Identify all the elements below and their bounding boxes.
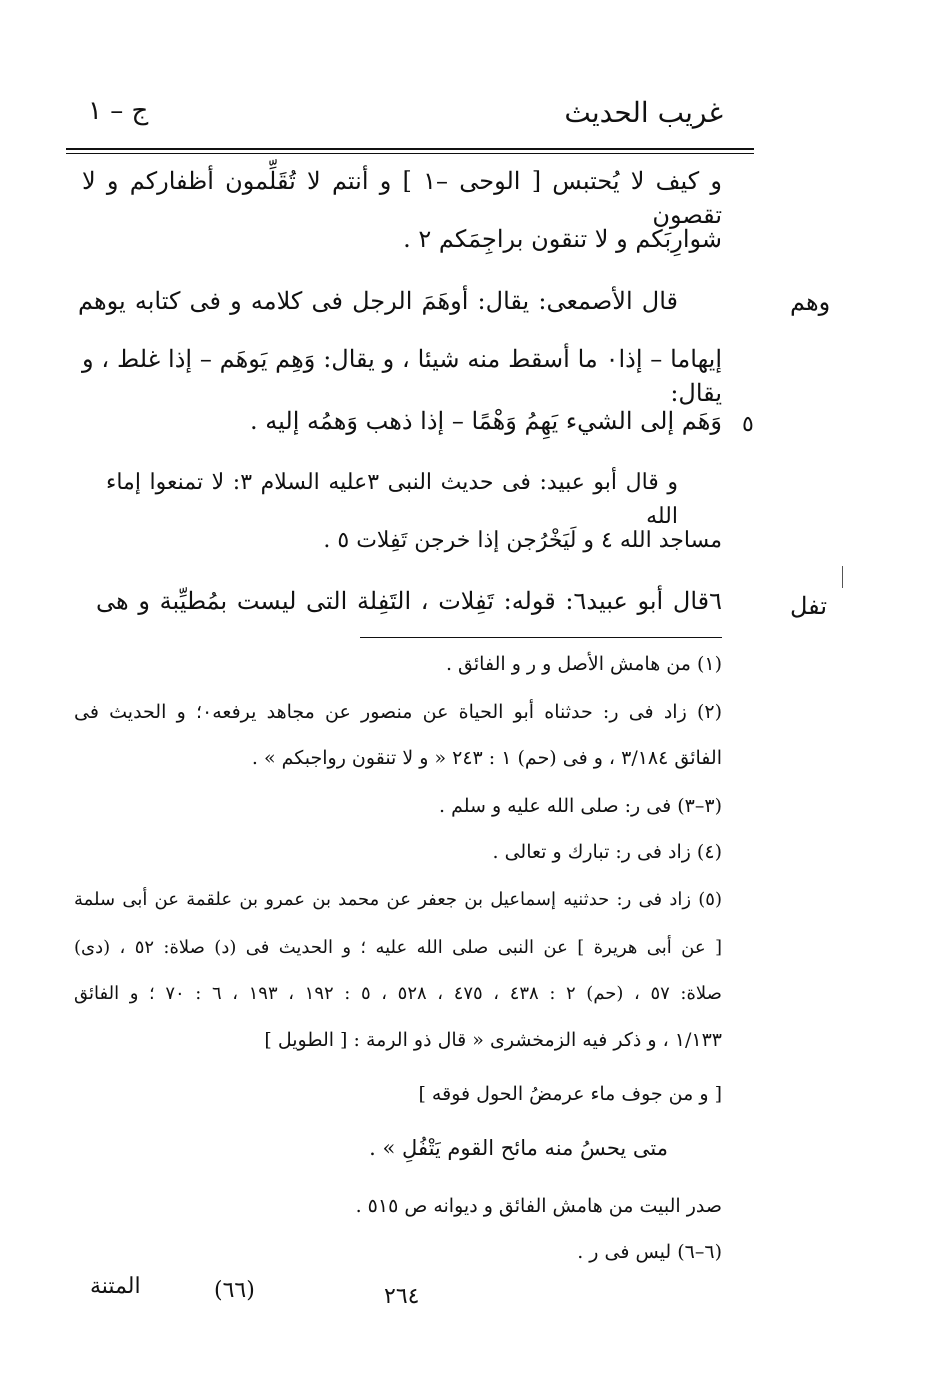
body-line: و كيف لا يُحتبس [ الوحى –١ ] و أنتم لا تُقَلِّمون أظفاركم و لا تقصون	[82, 167, 722, 229]
running-title: غريب الحديث	[564, 96, 723, 129]
margin-heading-tafl: تفل	[790, 592, 827, 620]
footnote-line: (٣–٣) فى ر: صلى الله عليه و سلم .	[438, 795, 722, 817]
body-line: شوارِبَكم و لا تنقون براجِمَكم ٢ .	[403, 225, 722, 253]
line-number-marker: ٥	[742, 412, 754, 437]
body-line: وَهَم إلى الشيء يَهِمُ وَهْمًا – إذا ذهب وَهمُه إليه .	[250, 407, 722, 435]
footnote-line: (٥) زاد فى ر: حدثنيه إسماعيل بن جعفر عن محمد بن عمرو بن علقمة عن أبى سلمة	[74, 889, 722, 910]
body-line: قال الأصمعى: يقال: أوهَمَ الرجل فى كلامه و فى كتابه يوهم	[78, 287, 678, 315]
footnote-line: (٦–٦) ليس فى ر .	[577, 1241, 722, 1263]
footnote-line: [ عن أبى هريرة ] عن النبى صلى الله عليه ؛ و الحديث فى (د) صلاة: ٥٢ ، (دى)	[74, 937, 722, 958]
body-line: مساجد الله ٤ و لَيَخْرُجن إذا خرجن تَفِلات ٥ .	[323, 528, 722, 553]
margin-mark	[842, 566, 843, 588]
footnote-line: صدر البيت من هامش الفائق و ديوانه ص ٥١٥ .	[355, 1195, 722, 1217]
body-line: و قال أبو عبيد: فى حديث النبى ٣عليه السلام ٣: لا تمنعوا إماء الله	[106, 470, 678, 529]
footnote-rule	[360, 637, 722, 638]
header-rule-thin	[66, 153, 754, 154]
verse-line: متى يحسُ منه مائح القوم يَتْفُلِ » .	[369, 1136, 668, 1160]
footnote-line: صلاة: ٥٧ ، (حم) ٢ : ٤٣٨ ، ٤٧٥ ، ٥٢٨ ، ٥ : ١٩٢ ، ١٩٣ ، ٦ : ٧٠ ؛ و الفائق	[74, 983, 722, 1004]
footer-sheet-number: (٦٦)	[214, 1278, 255, 1303]
page-number: ٢٦٤	[384, 1284, 420, 1309]
verse-line: [ و من جوف ماء عرمضُ الحول فوقه ]	[418, 1083, 722, 1105]
footnote-line: (٤) زاد فى ر: تبارك و تعالى .	[492, 841, 722, 863]
footnote-line: الفائق ٣/١٨٤ ، و فى (حم) ١ : ٢٤٣ « و لا تنقون رواجبكم » .	[251, 747, 722, 769]
footnote-line: (٢) زاد فى ر: حدثناه أبو الحياة عن منصور عن مجاهد يرفعه٠؛ و الحديث فى	[74, 701, 722, 723]
footnote-line: (١) من هامش الأصل و ر و الفائق .	[445, 653, 722, 675]
margin-heading-wahm: وهم	[790, 288, 831, 316]
footnote-line: ١/١٣٣ ، و ذكر فيه الزمخشرى « قال ذو الرمة : [ الطويل ]	[264, 1029, 722, 1051]
body-line: ٦قال أبو عبيد٦: قوله: تَفِلات ، التَفِلة التى ليست بمُطيِّبة و هى	[96, 587, 722, 615]
body-line: إيهاما – إذا٠ ما أسقط منه شيئا ، و يقال: وَهِم يَوهَم – إذا غلط ، و يقال:	[82, 345, 722, 407]
volume-number: ج – ١	[88, 96, 149, 126]
header-rule	[66, 148, 754, 150]
footer-label: المتنة	[90, 1274, 141, 1299]
